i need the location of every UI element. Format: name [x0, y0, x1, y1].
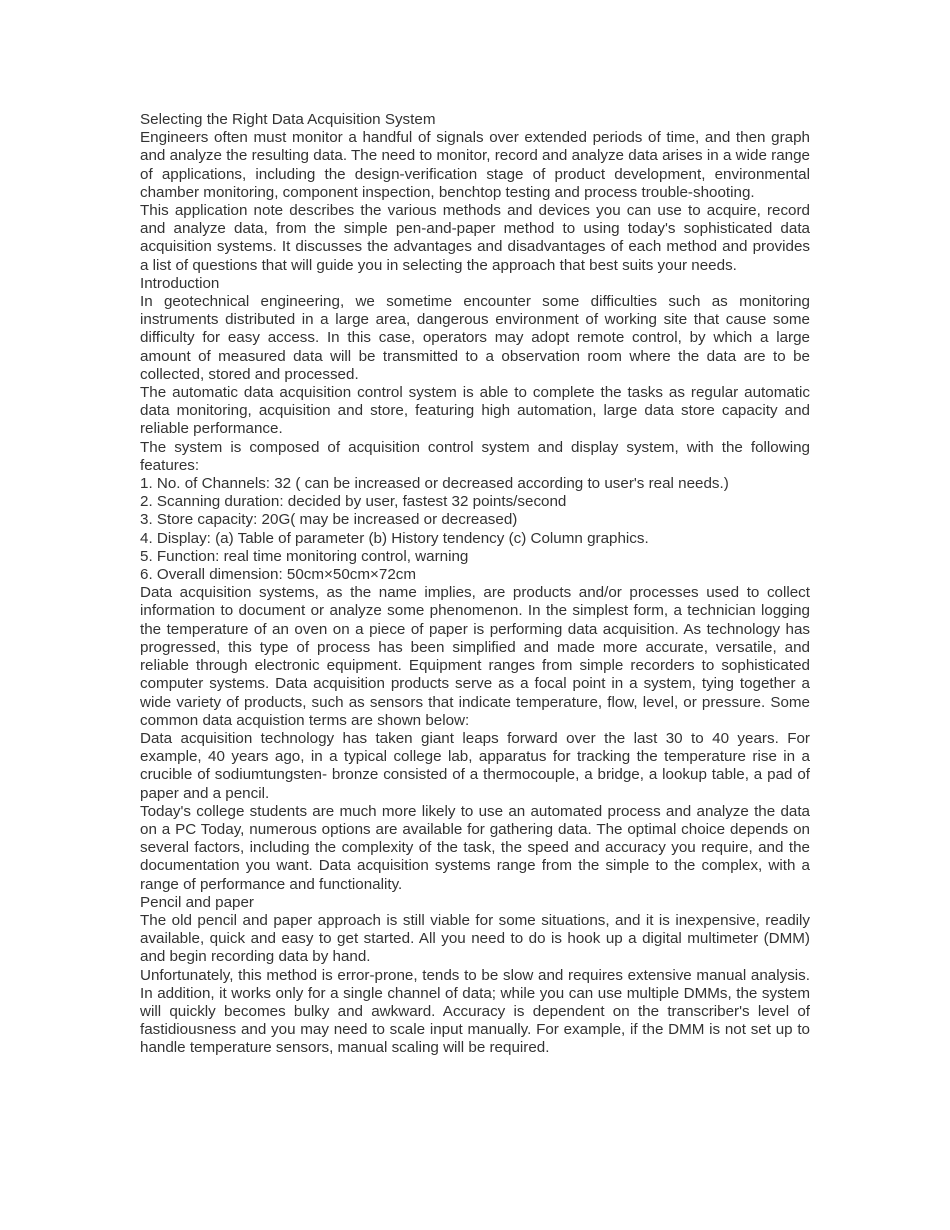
- body-paragraph: Data acquisition technology has taken giant leaps forward over the last 30 to 40 years. For example, 40 years ago, in a typical college lab, apparatus for tracking the temperature rise in a crucible of sodiumtungsten- bronze consisted of a thermocouple, a bridge, a lookup table, a pad of paper and a pencil.: [140, 729, 810, 802]
- feature-item: 5. Function: real time monitoring control, warning: [140, 547, 469, 565]
- feature-item: 3. Store capacity: 20G( may be increased or decreased): [140, 511, 518, 529]
- intro-paragraph: This application note describes the various methods and devices you can use to acquire, record and analyze data, from the simple pen-and-paper method to using today's sophisticated data acquisition systems. It discusses the advantages and disadvantages of each method and provides a list of questions that will guide you in selecting the approach that best suits your needs.: [140, 202, 810, 274]
- document-page: [140, 111, 810, 1058]
- features-list: [140, 475, 810, 584]
- pencil-and-paper-heading: Pencil and paper: [140, 893, 254, 911]
- feature-item: 4. Display: (a) Table of parameter (b) History tendency (c) Column graphics.: [140, 529, 649, 547]
- feature-item: 1. No. of Channels: 32 ( can be increased or decreased according to user's real needs.): [140, 475, 729, 493]
- pencil-paragraph: The old pencil and paper approach is still viable for some situations, and it is inexpensive, readily available, quick and easy to get started. All you need to do is hook up a digital multimeter (DMM) and begin recording data by hand.: [140, 911, 810, 966]
- introduction-paragraph: In geotechnical engineering, we sometime encounter some difficulties such as monitoring instruments distributed in a large area, dangerous environment of working site that cause some difficulty for easy access. In this case, operators may adopt remote control, by which a large amount of measured data will be transmitted to a observation room where the data are to be collected, stored and processed.: [140, 293, 810, 383]
- introduction-paragraph: The system is composed of acquisition control system and display system, with the following features:: [140, 438, 810, 474]
- body-paragraph: Today's college students are much more likely to use an automated process and analyze the data on a PC Today, numerous options are available for gathering data. The optimal choice depends on several factors, including the complexity of the task, the speed and accuracy you require, and the documentation you want. Data acquisition systems range from the simple to the complex, with a range of performance and functionality.: [140, 802, 810, 893]
- body-paragraph: Data acquisition systems, as the name implies, are products and/or processes used to collect information to document or analyze some phenomenon. In the simplest form, a technician logging the temperature of an oven on a piece of paper is performing data acquisition. As technology has progressed, this type of process has been simplified and made more accurate, versatile, and reliable through electronic equipment. Equipment ranges from simple recorders to sophisticated computer systems. Data acquisition products serve as a focal point in a system, tying together a wide variety of products, such as sensors that indicate temperature, flow, level, or pressure. Some common data acquistion terms are shown below:: [140, 584, 810, 729]
- introduction-heading: Introduction: [140, 274, 220, 292]
- pencil-paragraph: Unfortunately, this method is error-prone, tends to be slow and requires extensive manual analysis. In addition, it works only for a single channel of data; while you can use multiple DMMs, the system will quickly becomes bulky and awkward. Accuracy is dependent on the transcriber's level of fastidiousness and you may need to scale input manually. For example, if the DMM is not set up to handle temperature sensors, manual scaling will be required.: [140, 966, 810, 1057]
- intro-paragraph: Engineers often must monitor a handful of signals over extended periods of time, and then graph and analyze the resulting data. The need to monitor, record and analyze data arises in a wide range of applications, including the design-verification stage of product development, environmental chamber monitoring, component inspection, benchtop testing and process trouble-shooting.: [140, 129, 810, 201]
- feature-item: 2. Scanning duration: decided by user, fastest 32 points/second: [140, 493, 567, 511]
- introduction-paragraph: The automatic data acquisition control system is able to complete the tasks as regular automatic data monitoring, acquisition and store, featuring high automation, large data store capacity and reliable performance.: [140, 384, 810, 438]
- feature-item: 6. Overall dimension: 50cm×50cm×72cm: [140, 566, 417, 584]
- document-title: Selecting the Right Data Acquisition System: [140, 111, 436, 128]
